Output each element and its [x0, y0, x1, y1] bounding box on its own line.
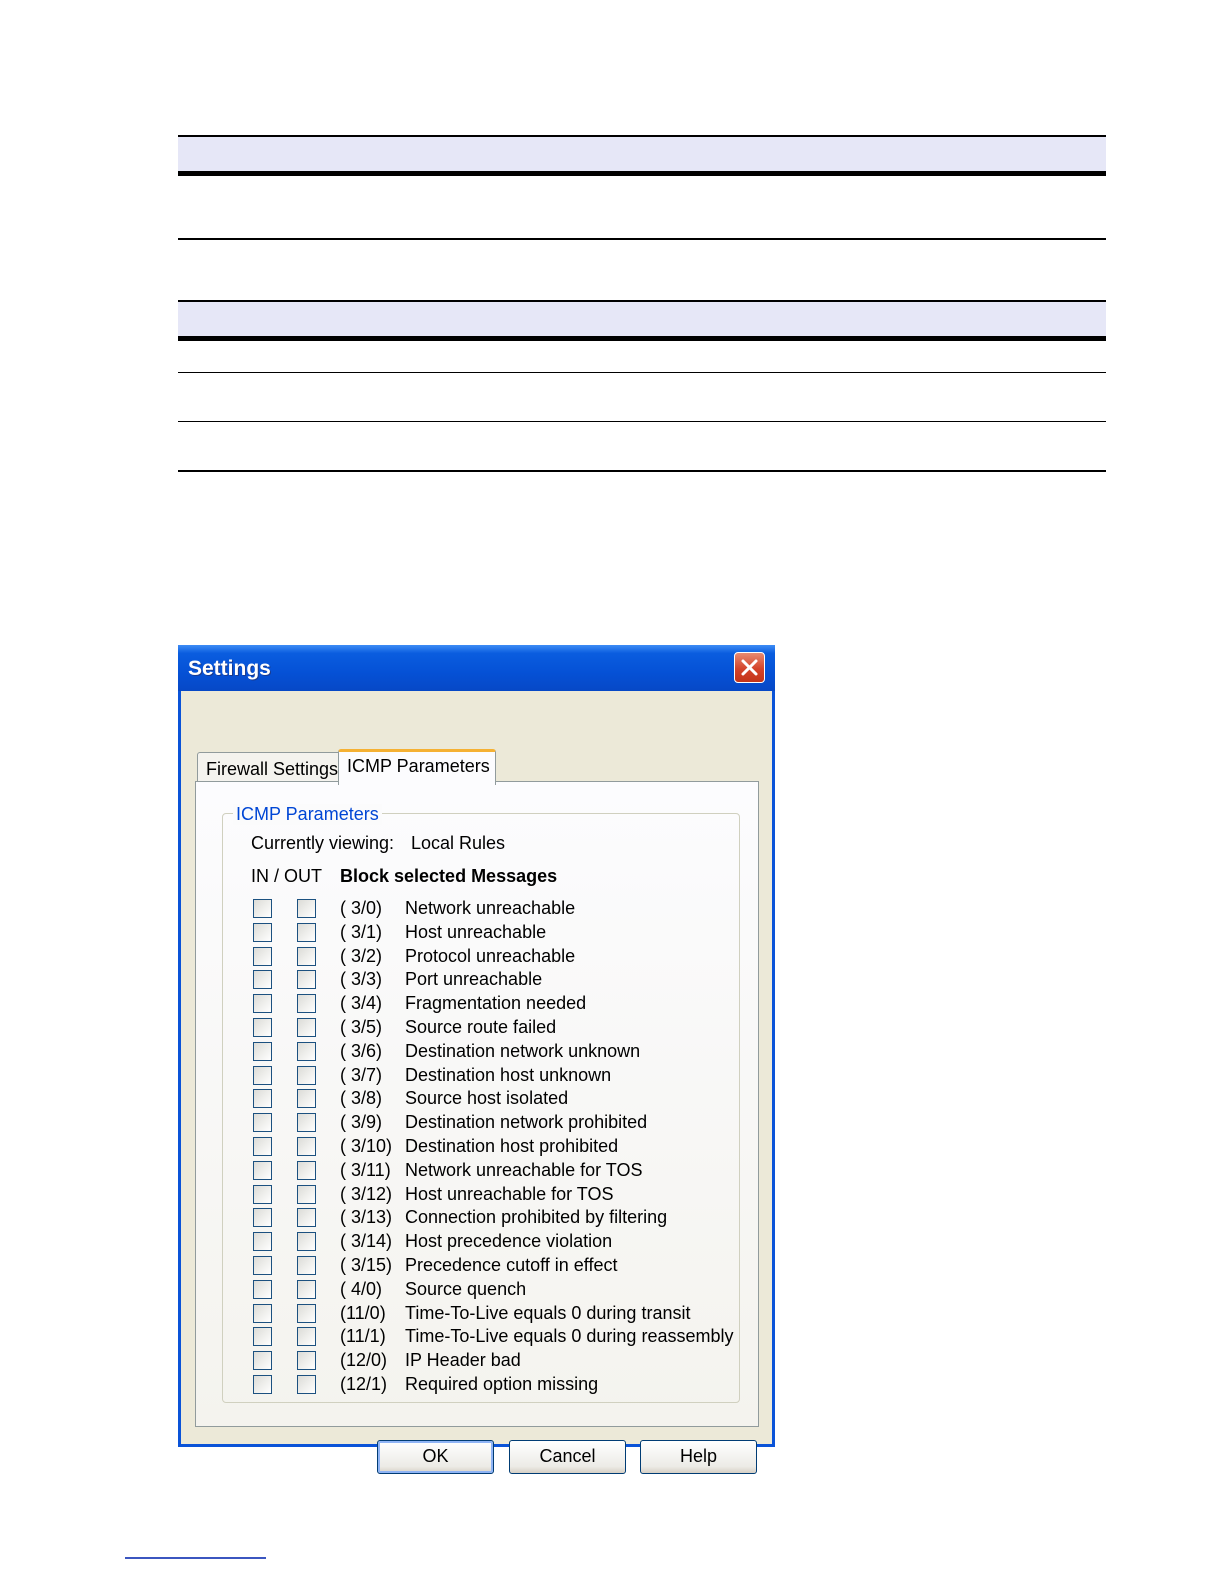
message-row [223, 1304, 739, 1328]
message-label: Precedence cutoff in effect [405, 1255, 618, 1275]
in-checkbox[interactable] [253, 1256, 272, 1275]
message-row [223, 1208, 739, 1232]
message-code: ( 3/13) [340, 1207, 393, 1228]
message-label: Destination host unknown [405, 1064, 612, 1085]
document-table-top [178, 135, 1106, 241]
message-code: ( 3/0) [340, 898, 383, 918]
out-checkbox[interactable] [297, 1161, 316, 1180]
in-checkbox[interactable] [253, 1042, 272, 1061]
icmp-parameters-group [222, 804, 740, 1403]
out-checkbox[interactable] [297, 1304, 316, 1323]
viewing-label: Currently viewing: [251, 833, 395, 853]
table-rule [178, 171, 1106, 176]
message-row [223, 1375, 739, 1399]
table-header-band [178, 137, 1106, 171]
message-row [223, 1280, 739, 1304]
footnote-rule [125, 1557, 266, 1559]
message-code: ( 3/3) [340, 969, 383, 990]
close-icon [740, 658, 759, 677]
out-checkbox[interactable] [297, 1327, 316, 1346]
in-checkbox[interactable] [253, 1089, 272, 1108]
out-checkbox[interactable] [297, 899, 316, 918]
viewing-value: Local Rules [411, 833, 506, 853]
ok-button[interactable]: OK [377, 1440, 494, 1474]
message-row [223, 1185, 739, 1209]
message-code: (12/0) [340, 1350, 388, 1371]
message-code: ( 3/7) [340, 1064, 383, 1085]
message-row [223, 1113, 739, 1137]
in-checkbox[interactable] [253, 1018, 272, 1037]
message-row [223, 899, 739, 923]
in-checkbox[interactable] [253, 1327, 272, 1346]
dialog-client-area [181, 691, 772, 1466]
out-checkbox[interactable] [297, 994, 316, 1013]
title-bar[interactable] [178, 645, 775, 691]
document-table-bottom [178, 300, 1106, 474]
out-checkbox[interactable] [297, 1232, 316, 1251]
message-label: Required option missing [405, 1374, 599, 1394]
message-code: ( 4/0) [340, 1278, 383, 1299]
message-label: Host unreachable for TOS [405, 1183, 614, 1204]
message-code: (11/0) [340, 1302, 386, 1323]
message-label: Source host isolated [405, 1088, 569, 1109]
in-checkbox[interactable] [253, 994, 272, 1013]
in-checkbox[interactable] [253, 1161, 272, 1180]
message-label: Host precedence violation [405, 1231, 613, 1252]
in-checkbox[interactable] [253, 1280, 272, 1299]
in-checkbox[interactable] [253, 899, 272, 918]
message-code: ( 3/1) [340, 921, 383, 942]
out-checkbox[interactable] [297, 1113, 316, 1132]
out-checkbox[interactable] [297, 947, 316, 966]
table-rule [178, 238, 1106, 240]
message-code: ( 3/11) [340, 1159, 391, 1180]
close-button[interactable] [734, 652, 765, 683]
message-label: Connection prohibited by filtering [405, 1207, 668, 1228]
tab-icmp-parameters[interactable] [338, 749, 496, 785]
out-checkbox[interactable] [297, 1208, 316, 1227]
message-code: ( 3/10) [340, 1136, 393, 1156]
in-checkbox[interactable] [253, 1066, 272, 1085]
in-checkbox[interactable] [253, 1208, 272, 1227]
message-label: Time-To-Live equals 0 during reassembly [405, 1326, 734, 1347]
cancel-button[interactable]: Cancel [509, 1440, 626, 1474]
in-checkbox[interactable] [253, 1375, 272, 1394]
message-row [223, 1327, 739, 1351]
message-label: Time-To-Live equals 0 during transit [405, 1302, 691, 1323]
message-label: Source route failed [405, 1017, 557, 1037]
message-row [223, 1256, 739, 1280]
message-row [223, 923, 739, 947]
message-label: Source quench [405, 1278, 527, 1299]
out-checkbox[interactable] [297, 1066, 316, 1085]
table-header-band [178, 302, 1106, 336]
out-checkbox[interactable] [297, 1185, 316, 1204]
help-button[interactable]: Help [640, 1440, 757, 1474]
out-checkbox[interactable] [297, 1137, 316, 1156]
message-code: ( 3/4) [340, 993, 383, 1014]
block-messages-header: Block selected Messages [340, 866, 558, 886]
message-code: ( 3/15) [340, 1255, 393, 1275]
out-checkbox[interactable] [297, 923, 316, 942]
message-row [223, 994, 739, 1018]
message-code: ( 3/9) [340, 1112, 383, 1133]
message-label: Host unreachable [405, 921, 547, 942]
message-row [223, 1066, 739, 1090]
message-code: ( 3/6) [340, 1040, 383, 1061]
message-code: ( 3/14) [340, 1231, 393, 1252]
message-label: Fragmentation needed [405, 993, 587, 1014]
message-label: Port unreachable [405, 969, 543, 990]
settings-dialog [178, 645, 775, 1466]
out-checkbox[interactable] [297, 1042, 316, 1061]
message-row [223, 970, 739, 994]
message-label: Destination network prohibited [405, 1112, 648, 1133]
out-checkbox[interactable] [297, 970, 316, 989]
message-code: ( 3/8) [340, 1088, 383, 1109]
message-code: ( 3/2) [340, 945, 383, 966]
table-rule [178, 336, 1106, 341]
message-label: Network unreachable [405, 898, 576, 918]
table-rule [178, 421, 1106, 422]
message-row [223, 1018, 739, 1042]
message-row [223, 1351, 739, 1375]
in-checkbox[interactable] [253, 1113, 272, 1132]
message-row [223, 1089, 739, 1113]
out-checkbox[interactable] [297, 1089, 316, 1108]
message-label: IP Header bad [405, 1350, 521, 1371]
dialog-title: Settings [188, 657, 271, 680]
tab-label: Firewall Settings [206, 759, 339, 779]
message-code: (11/1) [340, 1326, 386, 1347]
message-label: Destination host prohibited [405, 1136, 619, 1156]
out-checkbox[interactable] [297, 1018, 316, 1037]
in-checkbox[interactable] [253, 923, 272, 942]
out-checkbox[interactable] [297, 1256, 316, 1275]
in-checkbox[interactable] [253, 1304, 272, 1323]
message-row [223, 1232, 739, 1256]
out-checkbox[interactable] [297, 1351, 316, 1370]
in-checkbox[interactable] [253, 1137, 272, 1156]
out-checkbox[interactable] [297, 1280, 316, 1299]
message-label: Destination network unknown [405, 1040, 641, 1061]
message-code: ( 3/12) [340, 1183, 393, 1204]
group-label: ICMP Parameters [233, 804, 382, 825]
message-code: (12/1) [340, 1374, 388, 1394]
tab-label: ICMP Parameters [347, 756, 490, 776]
in-checkbox[interactable] [253, 1351, 272, 1370]
tab-firewall-settings[interactable] [197, 752, 341, 783]
in-checkbox[interactable] [253, 1185, 272, 1204]
in-checkbox[interactable] [253, 947, 272, 966]
out-checkbox[interactable] [297, 1375, 316, 1394]
in-checkbox[interactable] [253, 970, 272, 989]
message-code: ( 3/5) [340, 1017, 383, 1037]
message-row [223, 1042, 739, 1066]
icmp-parameters-panel [195, 781, 759, 1427]
table-rule [178, 372, 1106, 373]
message-label: Protocol unreachable [405, 945, 576, 966]
message-row [223, 947, 739, 971]
message-row [223, 1161, 739, 1185]
message-row [223, 1137, 739, 1161]
table-rule [178, 470, 1106, 472]
in-checkbox[interactable] [253, 1232, 272, 1251]
in-out-header: IN / OUT [251, 866, 322, 886]
message-label: Network unreachable for TOS [405, 1159, 643, 1180]
